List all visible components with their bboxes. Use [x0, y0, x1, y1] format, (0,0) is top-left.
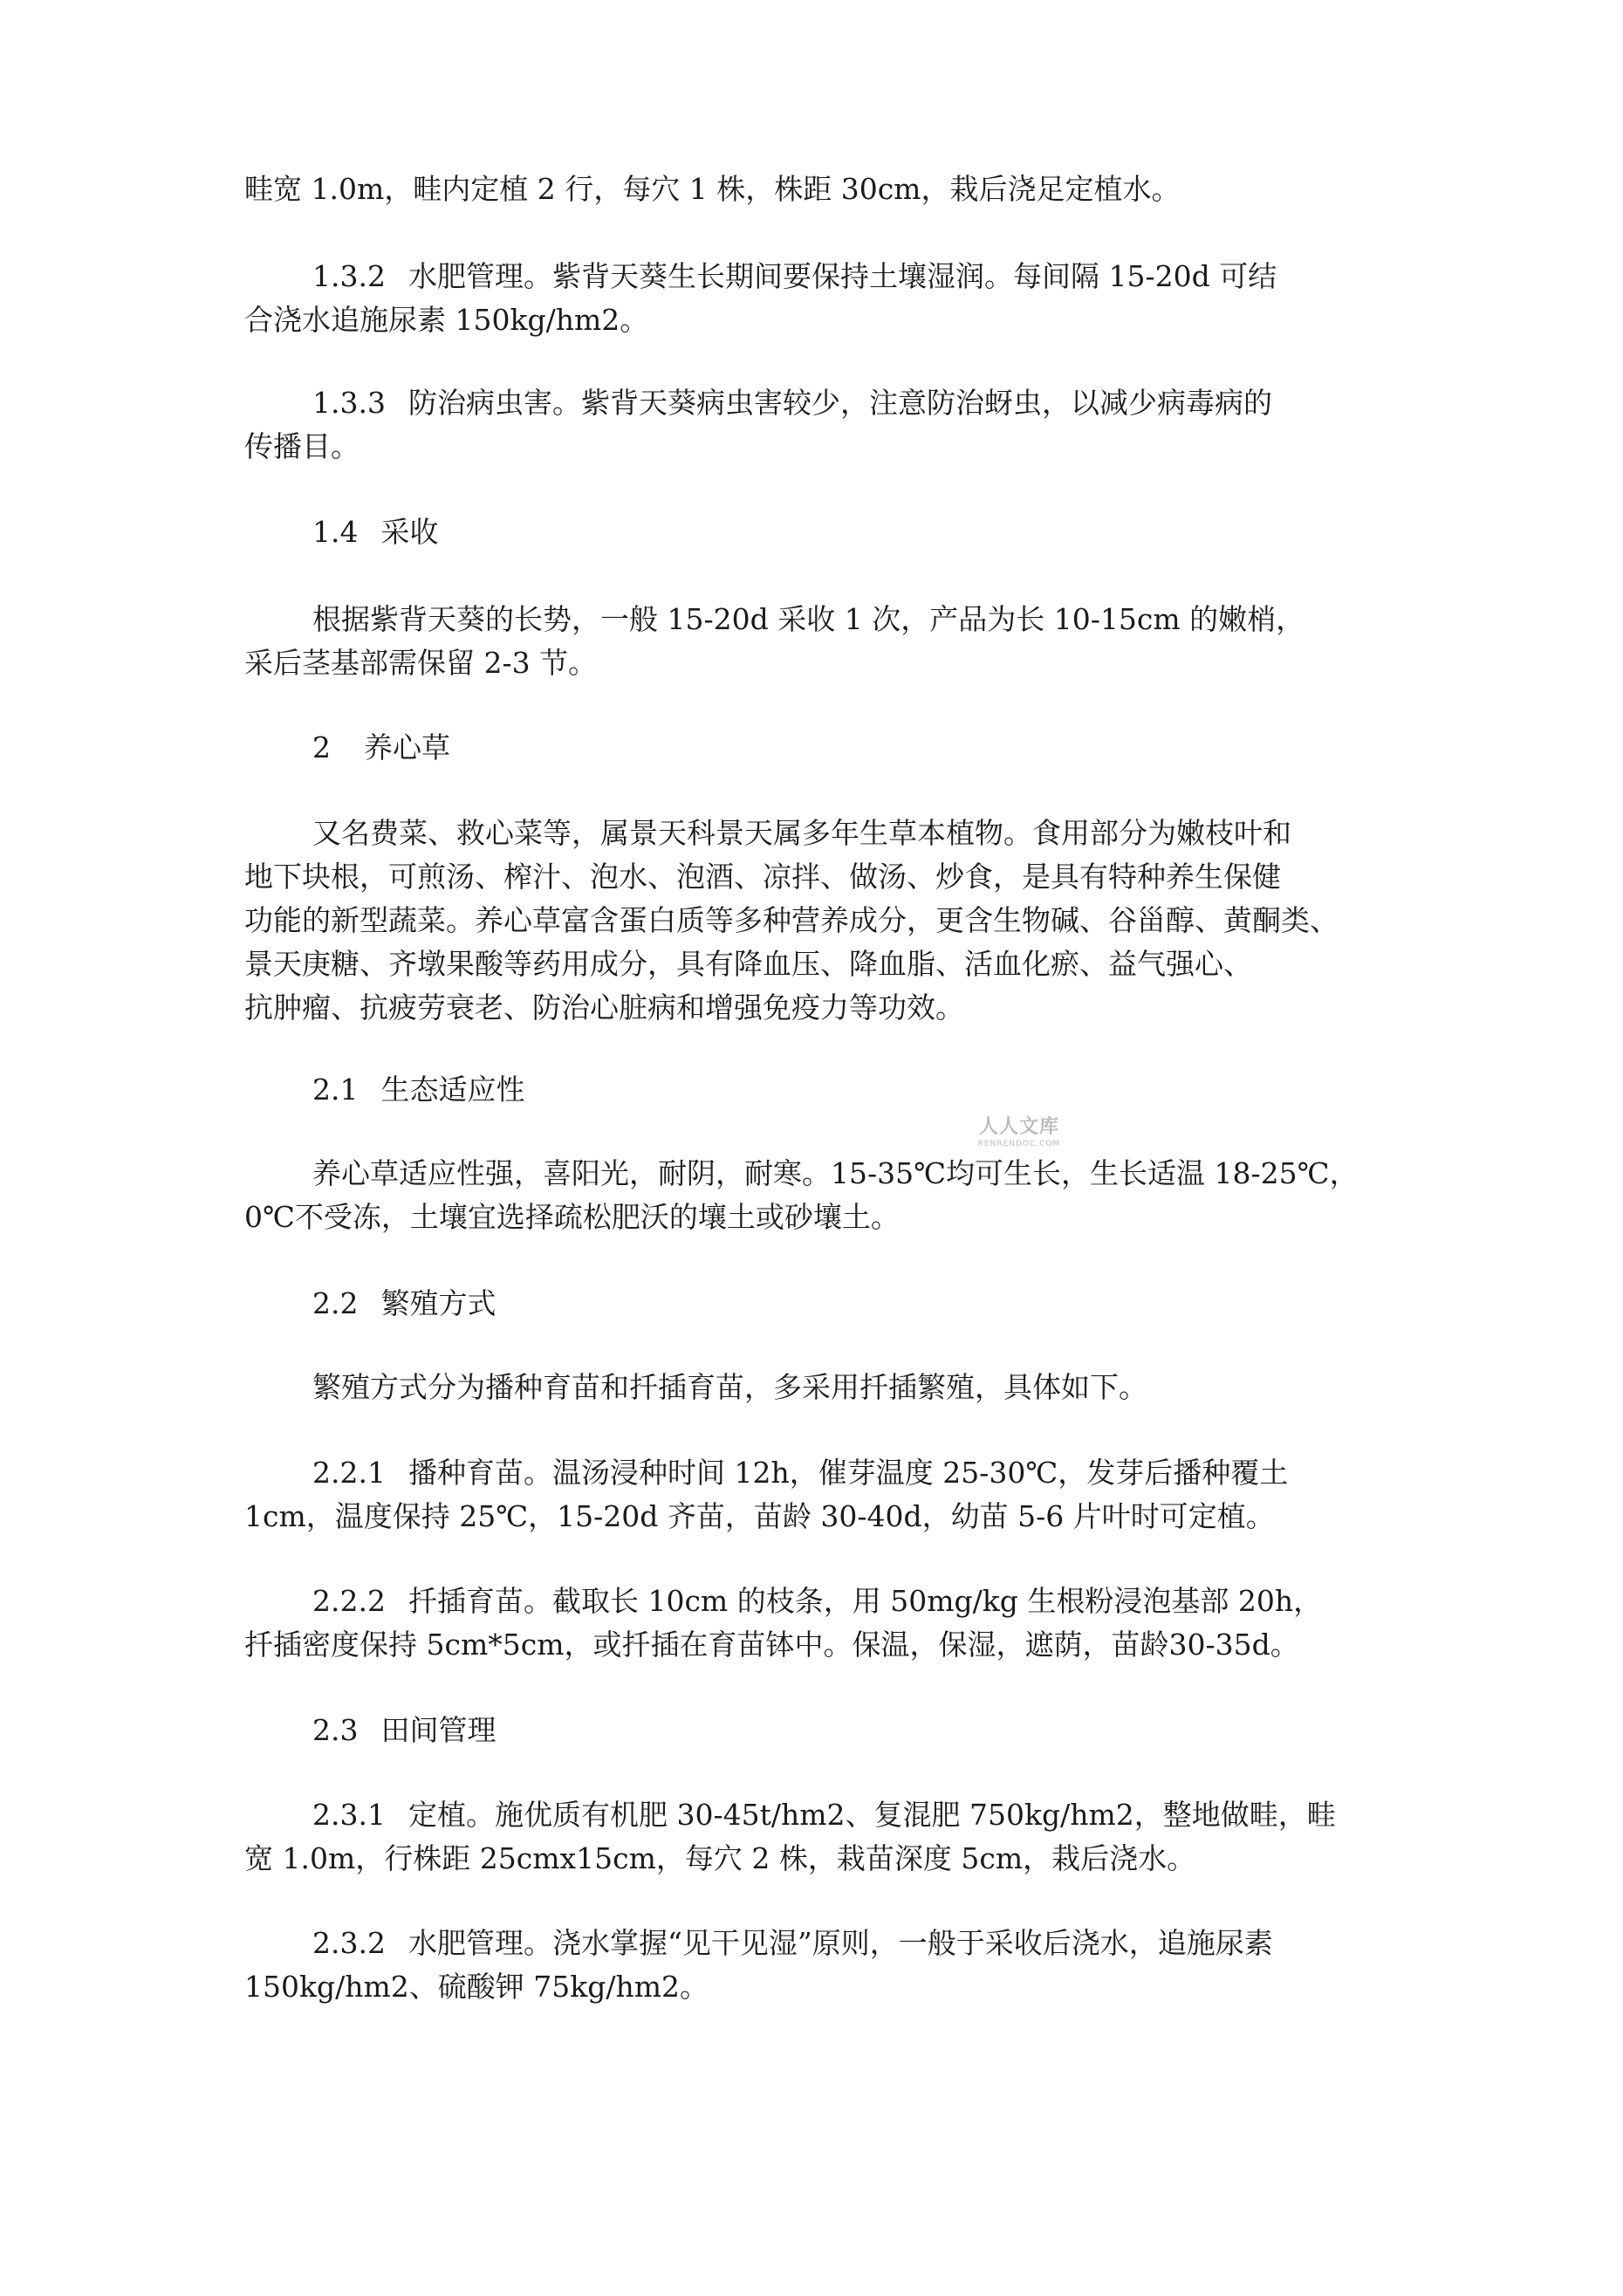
text-content: 扦插育苗。截取长 10cm 的枝条，用 50mg/kg 生根粉浸泡基部 20h，	[407, 1584, 1323, 1618]
text-line: 扦插密度保持 5cm*5cm，或扦插在育苗钵中。保温，保湿，遮荫，苗龄30-35d。	[244, 1628, 1299, 1662]
paragraph-2-3-2	[244, 1922, 1414, 2009]
text-content: 定植。施优质有机肥 30-45t/hm2、复混肥 750kg/hm2，整地做畦，畦	[407, 1798, 1336, 1832]
text-line: 抗肿瘤、抗疲劳衰老、防治心脏病和增强免疫力等功效。	[244, 990, 964, 1025]
heading-1-4	[312, 511, 438, 554]
text-line: 宽 1.0m，行株距 25cmx15cm，每穴 2 株，栽苗深度 5cm，栽后浇水。	[244, 1841, 1196, 1875]
text-line: 养心草适应性强，喜阳光，耐阴，耐寒。15-35℃均可生长，生长适温 18-25℃，	[312, 1156, 1359, 1190]
heading-2-1	[312, 1068, 524, 1112]
text-line	[244, 1922, 1414, 1965]
paragraph-propagation	[244, 1366, 1414, 1409]
heading-title: 繁殖方式	[380, 1286, 496, 1320]
paragraph-yangxincao-intro	[244, 812, 1414, 1030]
paragraph-2-2-1	[244, 1451, 1414, 1539]
text-line: 繁殖方式分为播种育苗和扦插育苗，多采用扦插繁殖，具体如下。	[312, 1370, 1147, 1404]
watermark-url: RENRENDOC.COM	[977, 1140, 1061, 1148]
section-number: 2.2	[312, 1286, 359, 1320]
paragraph-2-3-1	[244, 1793, 1414, 1881]
paragraph-harvest	[244, 598, 1414, 685]
text-line: 畦宽 1.0m，畦内定植 2 行，每穴 1 株，株距 30cm，栽后浇足定植水。	[244, 172, 1181, 206]
paragraph-1-3-2	[244, 255, 1414, 342]
paragraph-2-2-2	[244, 1580, 1414, 1667]
watermark-logo	[962, 1116, 1076, 1149]
watermark-text: 人人文库	[978, 1116, 1059, 1138]
section-number: 2.3	[312, 1713, 359, 1747]
section-number: 1.4	[312, 515, 359, 549]
text-line: 又名费菜、救心菜等，属景天科景天属多年生草本植物。食用部分为嫩枝叶和	[312, 816, 1291, 850]
text-content: 防治病虫害。紫背天葵病虫害较少，注意防治蚜虫，以减少病毒病的	[407, 386, 1272, 420]
text-line: 1cm，温度保持 25℃，15-20d 齐苗，苗龄 30-40d，幼苗 5-6 片叶时可定植。	[244, 1499, 1275, 1533]
section-number: 2.2.1	[312, 1456, 386, 1490]
section-number: 2.2.2	[312, 1584, 386, 1618]
heading-title: 生态适应性	[380, 1073, 525, 1107]
text-line: 功能的新型蔬菜。养心草富含蛋白质等多种营养成分，更含生物碱、谷甾醇、黄酮类、	[244, 903, 1339, 937]
text-line	[244, 1580, 1414, 1623]
section-number: 2.1	[312, 1073, 359, 1107]
text-content: 水肥管理。浇水掌握“见干见湿”原则，一般于采收后浇水，追施尿素	[407, 1926, 1273, 1960]
text-content: 播种育苗。温汤浸种时间 12h，催芽温度 25-30℃，发芽后播种覆土	[407, 1456, 1289, 1490]
heading-2	[312, 726, 450, 770]
text-line: 采后茎基部需保留 2-3 节。	[244, 646, 598, 680]
text-line	[244, 1451, 1414, 1495]
heading-title: 田间管理	[380, 1713, 496, 1747]
heading-2-3	[312, 1709, 496, 1752]
text-line: 合浇水追施尿素 150kg/hm2。	[244, 303, 649, 337]
text-line	[244, 1793, 1414, 1837]
text-line: 根据紫背天葵的长势，一般 15-20d 采收 1 次，产品为长 10-15cm 的嫩梢，	[312, 602, 1305, 636]
text-line: 传播目。	[244, 429, 360, 463]
text-line	[244, 255, 1414, 298]
section-number: 2.3.1	[312, 1798, 386, 1832]
text-line	[244, 381, 1414, 425]
paragraph-1-3-3	[244, 381, 1414, 469]
section-number: 2	[312, 730, 331, 764]
heading-title: 采收	[380, 515, 439, 549]
text-line: 景天庚糖、齐墩果酸等药用成分，具有降血压、降血脂、活血化瘀、益气强心、	[244, 947, 1252, 981]
section-number: 1.3.2	[312, 259, 386, 293]
text-line: 0℃不受冻，土壤宜选择疏松肥沃的壤土或砂壤土。	[244, 1200, 900, 1234]
text-content: 水肥管理。紫背天葵生长期间要保持土壤湿润。每间隔 15-20d 可结	[407, 259, 1277, 293]
paragraph-planting-spacing	[244, 168, 1414, 211]
section-number: 2.3.2	[312, 1926, 386, 1960]
paragraph-ecology	[244, 1152, 1414, 1239]
heading-2-2	[312, 1282, 496, 1326]
text-line: 150kg/hm2、硫酸钾 75kg/hm2。	[244, 1970, 709, 2004]
text-line: 地下块根，可煎汤、榨汁、泡水、泡酒、凉拌、做汤、炒食，是具有特种养生保健	[244, 860, 1281, 894]
section-number: 1.3.3	[312, 386, 386, 420]
heading-title: 养心草	[364, 730, 450, 764]
